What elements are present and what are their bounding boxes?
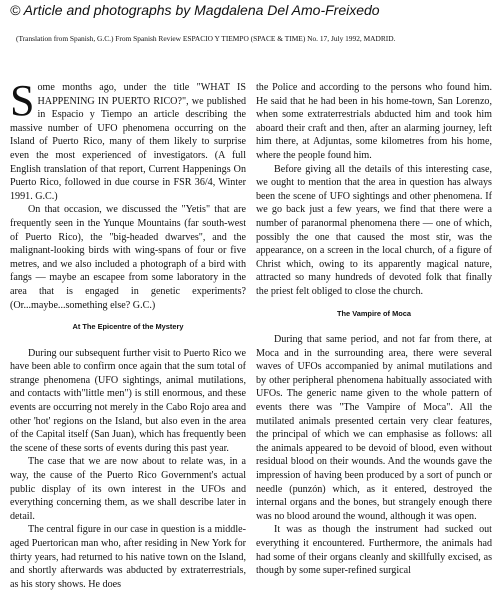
translation-credit: (Translation from Spanish, G.C.) From Spanish Review ESPACIO Y TIEMPO (SPACE & TIME) No. 17, July 1992, MADRID. bbox=[16, 34, 396, 43]
paragraph: During our subsequent further visit to Puerto Rico we have been able to confirm once again that the sum total of strange phenomena (UFO sightings, animal mutilations, and contacts with"little men") is still enormous, and these events are occurring not merely in the Cabo Rojo area and other 'hot' regions on the Island, but also even in the area of the Capital itself (San Juan), which has frequently been the scene of these sorts of events during this past year. bbox=[10, 347, 246, 454]
paragraph: The central figure in our case in question is a middle-aged Puertorican man who, after residing in New York for thirty years, had returned to his native town on the Island, and shortly afterwards was abducted by extraterrestrials, as his story shows. He does bbox=[10, 524, 246, 590]
intro-paragraph bbox=[10, 76, 246, 203]
article-byline: © Article and photographs by Magdalena Del Amo-Freixedo bbox=[10, 2, 380, 18]
paragraph: The case that we are now about to relate was, in a way, the cause of the Puerto Rico Government's actual public display of its own interest in the UFOs and everything concerning them, as we shall describe later in detail. bbox=[10, 456, 246, 522]
paragraph: Before giving all the details of this interesting case, we ought to mention that the area in question has always been the scene of UFO sightings and other phenomena. If we go back just a few years, we find that there were a number of paranormal phenomena there — one of which, possibly the one that caused the most stir, was the appearance, on a screen in the local church, of a figure of Christ which, owing to its apparently magical nature, attracted so many hundreds of devoted folk that finally the priest felt obliged to close the church. bbox=[256, 163, 492, 297]
paragraph: During that same period, and not far from there, at Moca and in the surrounding area, there were several waves of UFOs accompanied by animal mutilations and by other peripheral phenomena habitually associated with UFOs. The generic name given to the whole pattern of events there was "The Vampire of Moca". All the mutilated animals presented certain very clear features, the principal of which we can emphasise as follows: all the animals appeared to be devoid of blood, even without residual blood on their wounds. And the wounds gave the impression of having been produced by a sort of punch or needle (punzón) which, as it entered, destroyed the internal organs and the bones, but strangely enough there was no blood around the wound, although it was open. bbox=[256, 334, 492, 522]
paragraph: the Police and according to the persons who found him. He said that he had been in his home-town, San Lorenzo, when some extraterrestrials abducted him and took him aboard their craft and then, after an alarming journey, left him there, at Adjuntas, some kilometres from his home, where the people found him. bbox=[256, 82, 492, 161]
right-column bbox=[256, 81, 492, 578]
paragraph: On that occasion, we discussed the "Yetis" that are frequently seen in the Yunque Mountains (far south-west of Puerto Rico), the "big-headed dwarves", and the malignant-looking birds with wing-spans of four or five metres, and we also included a photograph of a bird with fangs — maybe an escapee from some laboratory in the area that is engaged in genetic experiments? (Or...maybe...something else? G.C.) bbox=[10, 204, 246, 311]
paragraph: It was as though the instrument had sucked out everything it encountered. Furthermore, the animals had had some of their organs cleanly and skillfully excised, as though by some super-refined surgical bbox=[256, 524, 492, 577]
section-heading: The Vampire of Moca bbox=[337, 308, 411, 318]
section-heading: At The Epicentre of the Mystery bbox=[72, 322, 184, 332]
left-column bbox=[10, 76, 246, 591]
intro-text: ome months ago, under the title "WHAT IS HAPPENING IN PUERTO RICO?", we published in Espacio y Tiempo an article describing the massive number of UFO phenomena occurring on the Island of Puerto Rico, many of them likely to surprise even the most experienced of investigators. (A full English translation of that report, Current Happenings On Puerto Rico, followed in due course in FSR 36/4, Winter 1991. G.C.) bbox=[10, 82, 246, 202]
drop-cap: S bbox=[10, 76, 35, 125]
